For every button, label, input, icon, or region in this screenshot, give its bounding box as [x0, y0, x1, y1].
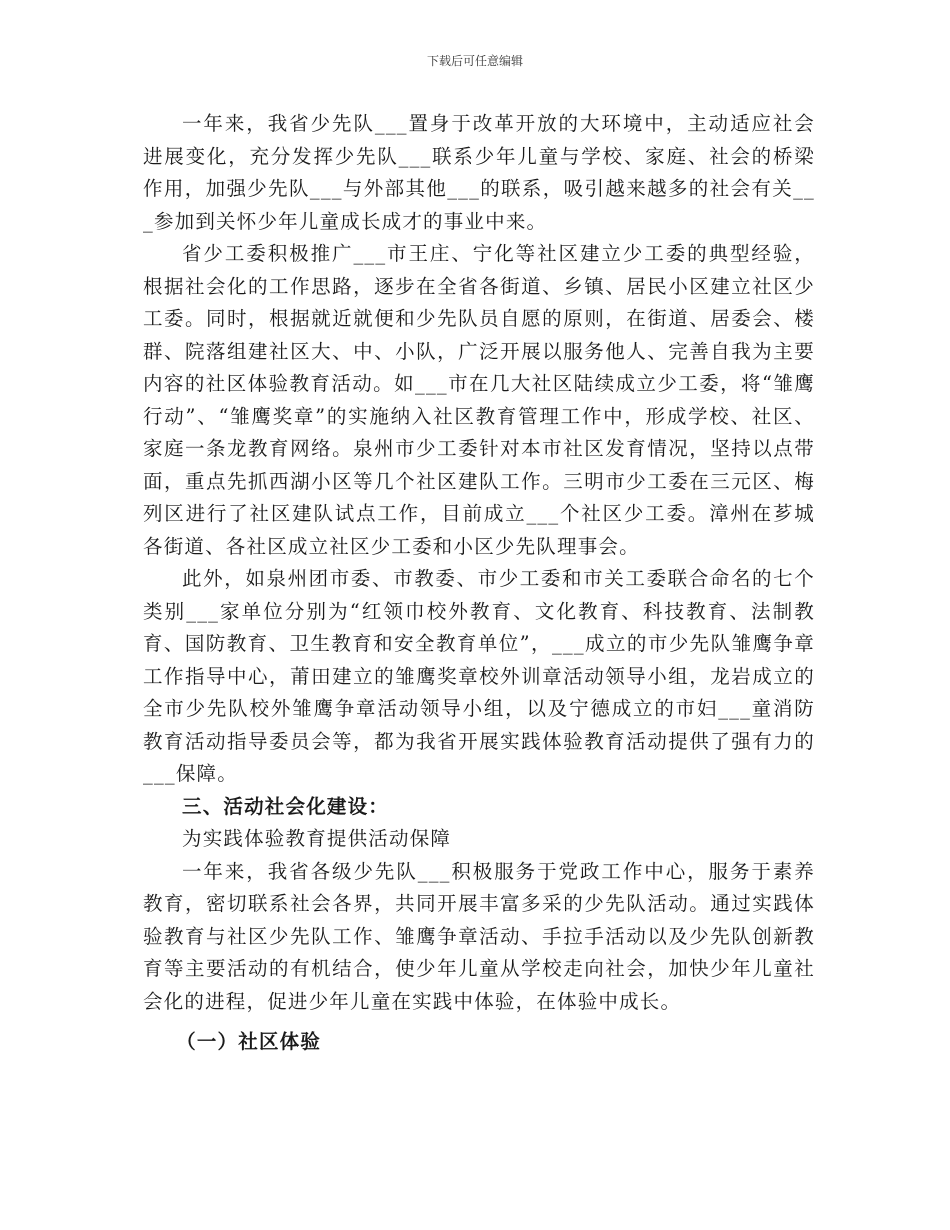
document-body	[143, 108, 815, 1059]
paragraph-2: 省少工委积极推广___市王庄、宁化等社区建立少工委的典型经验，根据社会化的工作思路，逐步在全省各街道、乡镇、居民小区建立社区少工委。同时，根据就近就便和少先队员自愿的原则，在街道、居委会、楼群、院落组建社区大、中、小队，广泛开展以服务他人、完善自我为主要内容的社区体验教育活动。如___市在几大社区陆续成立少工委，将“雏鹰行动”、“雏鹰奖章”的实施纳入社区教育管理工作中，形成学校、社区、家庭一条龙教育网络。泉州市少工委针对本市社区发育情况，坚持以点带面，重点先抓西湖小区等几个社区建队工作。三明市少工委在三元区、梅列区进行了社区建队试点工作，目前成立___个社区少工委。漳州在芗城各街道、各社区成立社区少工委和小区少先队理事会。	[143, 242, 815, 558]
subsection-heading-1: （一）社区体验	[176, 1030, 322, 1053]
paragraph-3: 此外，如泉州团市委、市教委、市少工委和市关工委联合命名的七个类别___家单位分别为“红领巾校外教育、文化教育、科技教育、法制教育、国防教育、卫生教育和安全教育单位”，___成立的市少先队雏鹰争章工作指导中心，莆田建立的雏鹰奖章校外训章活动领导小组，龙岩成立的全市少先队校外雏鹰争章活动领导小组，以及宁德成立的市妇___童消防教育活动指导委员会等，都为我省开展实践体验教育活动提供了强有力的___保障。	[143, 567, 815, 785]
page-header: 下载后可任意编辑	[426, 54, 523, 68]
section-subheading-3: 为实践体验教育提供活动保障	[182, 827, 452, 850]
paragraph-1: 一年来，我省少先队___置身于改革开放的大环境中，主动适应社会进展变化，充分发挥少先队___联系少年儿童与学校、家庭、社会的桥梁作用，加强少先队___与外部其他___的联系，吸引越来越多的社会有关___参加到关怀少年儿童成长成才的事业中来。	[143, 112, 815, 233]
section-heading-3: 三、活动社会化建设：	[182, 794, 390, 818]
paragraph-4: 一年来，我省各级少先队___积极服务于党政工作中心，服务于素养教育，密切联系社会各界，共同开展丰富多采的少先队活动。通过实践体验教育与社区少先队工作、雏鹰争章活动、手拉手活动以及少先队创新教育等主要活动的有机结合，使少年儿童从学校走向社会，加快少年儿童社会化的进程，促进少年儿童在实践中体验，在体验中成长。	[143, 859, 815, 1013]
